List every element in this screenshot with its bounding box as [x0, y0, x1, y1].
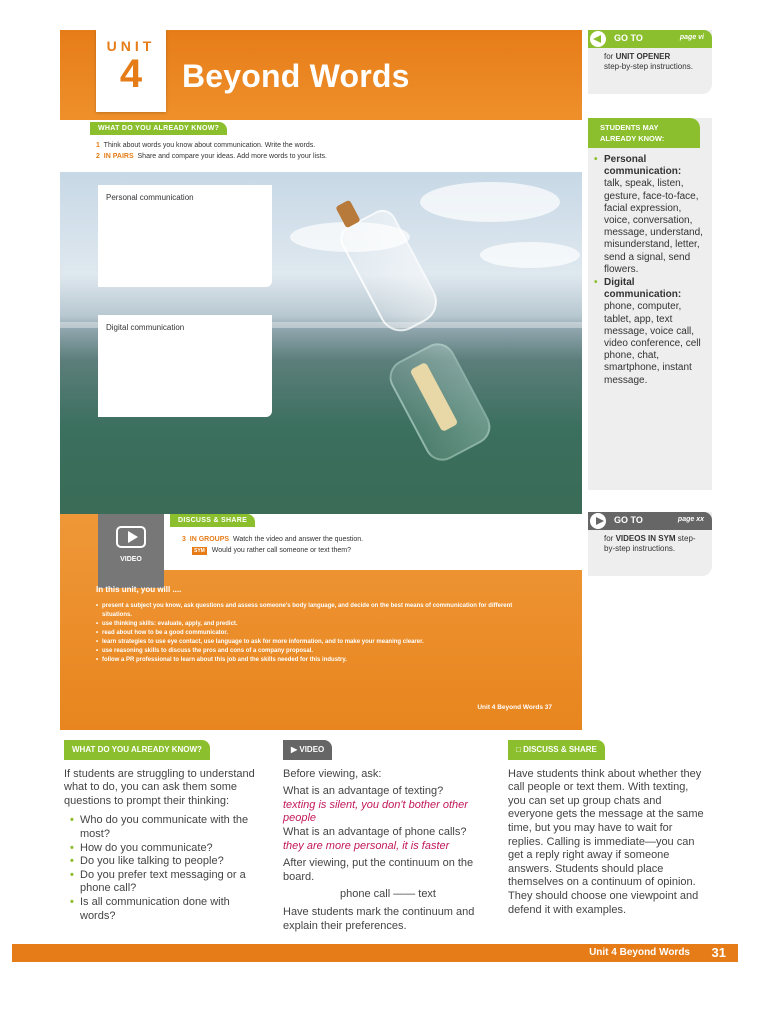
- notes-video-after: After viewing, put the continuum on the board.: [283, 857, 474, 883]
- goto-body: [588, 48, 712, 78]
- goto-page: page vi: [679, 34, 704, 41]
- unit-label: UNIT: [106, 38, 156, 54]
- unit-goal-item: • learn strategies to use eye contact, use language to ask for more information, and to make your meaning clearer.: [96, 638, 526, 647]
- notes-video-q1-text: What is an advantage of texting?: [283, 785, 444, 798]
- unit-goals-list: [96, 602, 526, 665]
- goto-instructions: step-by-step instructions.: [604, 62, 693, 71]
- notes-column-video: [283, 740, 493, 937]
- goto-unit-opener[interactable]: [588, 30, 712, 94]
- goto-page: page xx: [677, 516, 704, 523]
- question-1-text: Think about words you know about communication. Write the words.: [103, 142, 316, 149]
- footer-unit-title: Unit 4 Beyond Words: [589, 947, 690, 958]
- notes-video-before: Before viewing, ask:: [283, 767, 382, 780]
- prompt-question: • Do you prefer text messaging or a phone call?: [80, 869, 264, 896]
- question-3-question: Would you rather call someone or text them?: [211, 547, 351, 554]
- may-know-item-text: phone, computer, tablet, app, text message, voice call, video conference, cell phone, chat, smartphone, instant message.: [604, 301, 701, 386]
- notes-already-know-tab: WHAT DO YOU ALREADY KNOW?: [64, 740, 210, 760]
- notes-column-already-know: [64, 740, 264, 923]
- notes-discuss-tab-label: DISCUSS & SHARE: [523, 745, 597, 754]
- question-2: [96, 153, 327, 160]
- question-1-number: 1: [96, 142, 100, 149]
- play-icon: [116, 526, 146, 548]
- students-may-know-header: STUDENTS MAY ALREADY KNOW:: [588, 118, 700, 148]
- prompt-question: • Is all communication done with words?: [80, 896, 264, 923]
- notes-video-a2: they are more personal, it is faster: [283, 839, 450, 852]
- goto-target: UNIT OPENER: [615, 52, 671, 61]
- unit-goal-item: • follow a PR professional to learn about this job and the skills needed for this industry.: [96, 656, 526, 665]
- question-3-tag: IN GROUPS: [189, 536, 230, 543]
- unit-goal-item: • use thinking skills: evaluate, apply, and predict.: [96, 620, 526, 629]
- goto-videos[interactable]: [588, 512, 712, 576]
- already-know-section: [60, 120, 582, 172]
- digital-communication-label: Digital communication: [106, 323, 185, 332]
- question-2-text: Share and compare your ideas. Add more words to your lists.: [137, 153, 327, 160]
- goto-instructions: step-by-step instructions.: [604, 534, 696, 553]
- personal-communication-card[interactable]: [98, 185, 272, 287]
- goto-label: GO TO: [614, 33, 643, 43]
- unit-badge: [96, 30, 166, 112]
- unit-goals: [96, 585, 526, 665]
- goto-body: [588, 530, 712, 560]
- may-know-item: [604, 154, 706, 276]
- notes-video-q1: [283, 785, 493, 853]
- may-know-item-head: • Digital communication:: [604, 277, 682, 301]
- notes-video-tab: ▶ VIDEO: [283, 740, 332, 760]
- cloud: [420, 182, 560, 222]
- prompt-question: • Do you like talking to people?: [80, 855, 264, 869]
- may-know-item-head: • Personal communication:: [604, 154, 682, 178]
- notes-already-know-list: [64, 814, 264, 923]
- video-label: VIDEO: [120, 556, 142, 563]
- unit-goal-item: • present a subject you know, ask questions and assess someone's body language, and decide on the best means of communication for different situations.: [96, 602, 526, 620]
- arrow-left-icon: [590, 31, 606, 47]
- question-3-text: Watch the video and answer the question.: [232, 536, 364, 543]
- personal-communication-label: Personal communication: [106, 193, 194, 202]
- bottle-photo: [60, 172, 582, 514]
- notes-video-continuum: phone call —— text: [340, 888, 436, 901]
- unit-title: Beyond Words: [182, 58, 410, 94]
- cloud: [480, 242, 580, 268]
- unit-goals-heading: In this unit, you will ....: [96, 585, 182, 594]
- goto-header: [588, 512, 712, 530]
- page-footer: [12, 944, 738, 962]
- goto-header: [588, 30, 712, 48]
- discuss-share-tab: DISCUSS & SHARE: [170, 514, 255, 527]
- unit-goal-item: • read about how to be a good communicator.: [96, 629, 526, 638]
- goto-for: for: [604, 534, 616, 543]
- notes-already-know-intro: If students are struggling to understand what to do, you can ask them some questions to prompt their thinking:: [64, 767, 255, 807]
- sym-icon: SYM: [194, 548, 205, 554]
- notes-discuss-tab: □ DISCUSS & SHARE: [508, 740, 605, 760]
- question-3: [182, 536, 363, 543]
- question-3-number: 3: [182, 536, 186, 543]
- goto-for: for: [604, 52, 616, 61]
- unit-goal-item: • use reasoning skills to discuss the pros and cons of a company proposal.: [96, 647, 526, 656]
- student-page-footer: Unit 4 Beyond Words 37: [477, 704, 552, 711]
- video-button[interactable]: [98, 514, 164, 588]
- question-2-tag: IN PAIRS: [103, 153, 134, 160]
- notes-video-q2-text: What is an advantage of phone calls?: [283, 825, 467, 838]
- student-page: [60, 30, 582, 730]
- digital-communication-card[interactable]: [98, 315, 272, 417]
- students-may-know-list: [588, 148, 712, 387]
- notes-video-mark: Have students mark the continuum and explain their preferences.: [283, 905, 475, 932]
- students-may-know: [588, 118, 712, 490]
- prompt-question: • How do you communicate?: [80, 842, 264, 856]
- goto-label: GO TO: [614, 515, 643, 525]
- notes-video-tab-label: VIDEO: [299, 745, 325, 754]
- notes-discuss-text: Have students think about whether they call people or text them. With texting, you can set up group chats and everyone gets the message at the same time, but you may have to wait for replies. Calling is immediate—you can get a reply right away if someone answers. Students should place themselves on a continuum of opinion. They should choose one viewpoint and defend it with examples.: [508, 767, 704, 916]
- question-3-prompt: [192, 547, 351, 555]
- may-know-item: [604, 277, 706, 387]
- notes-column-discuss: [508, 740, 708, 921]
- play-circle-icon: [590, 513, 606, 529]
- already-know-tab: WHAT DO YOU ALREADY KNOW?: [90, 122, 227, 135]
- footer-page-number: 31: [711, 945, 726, 960]
- discuss-share-section: [164, 514, 582, 570]
- notes-video-a1: texting is silent, you don't bother other people: [283, 798, 468, 825]
- question-1: [96, 142, 315, 149]
- goto-target: VIDEOS IN SYM: [615, 534, 676, 543]
- may-know-item-text: talk, speak, listen, gesture, face-to-face, facial expression, voice, conversation, message, understand, misunderstand, letter, send a signal, send flowers.: [604, 178, 703, 275]
- question-2-number: 2: [96, 153, 100, 160]
- unit-number: 4: [119, 52, 143, 96]
- prompt-question: • Who do you communicate with the most?: [80, 814, 264, 841]
